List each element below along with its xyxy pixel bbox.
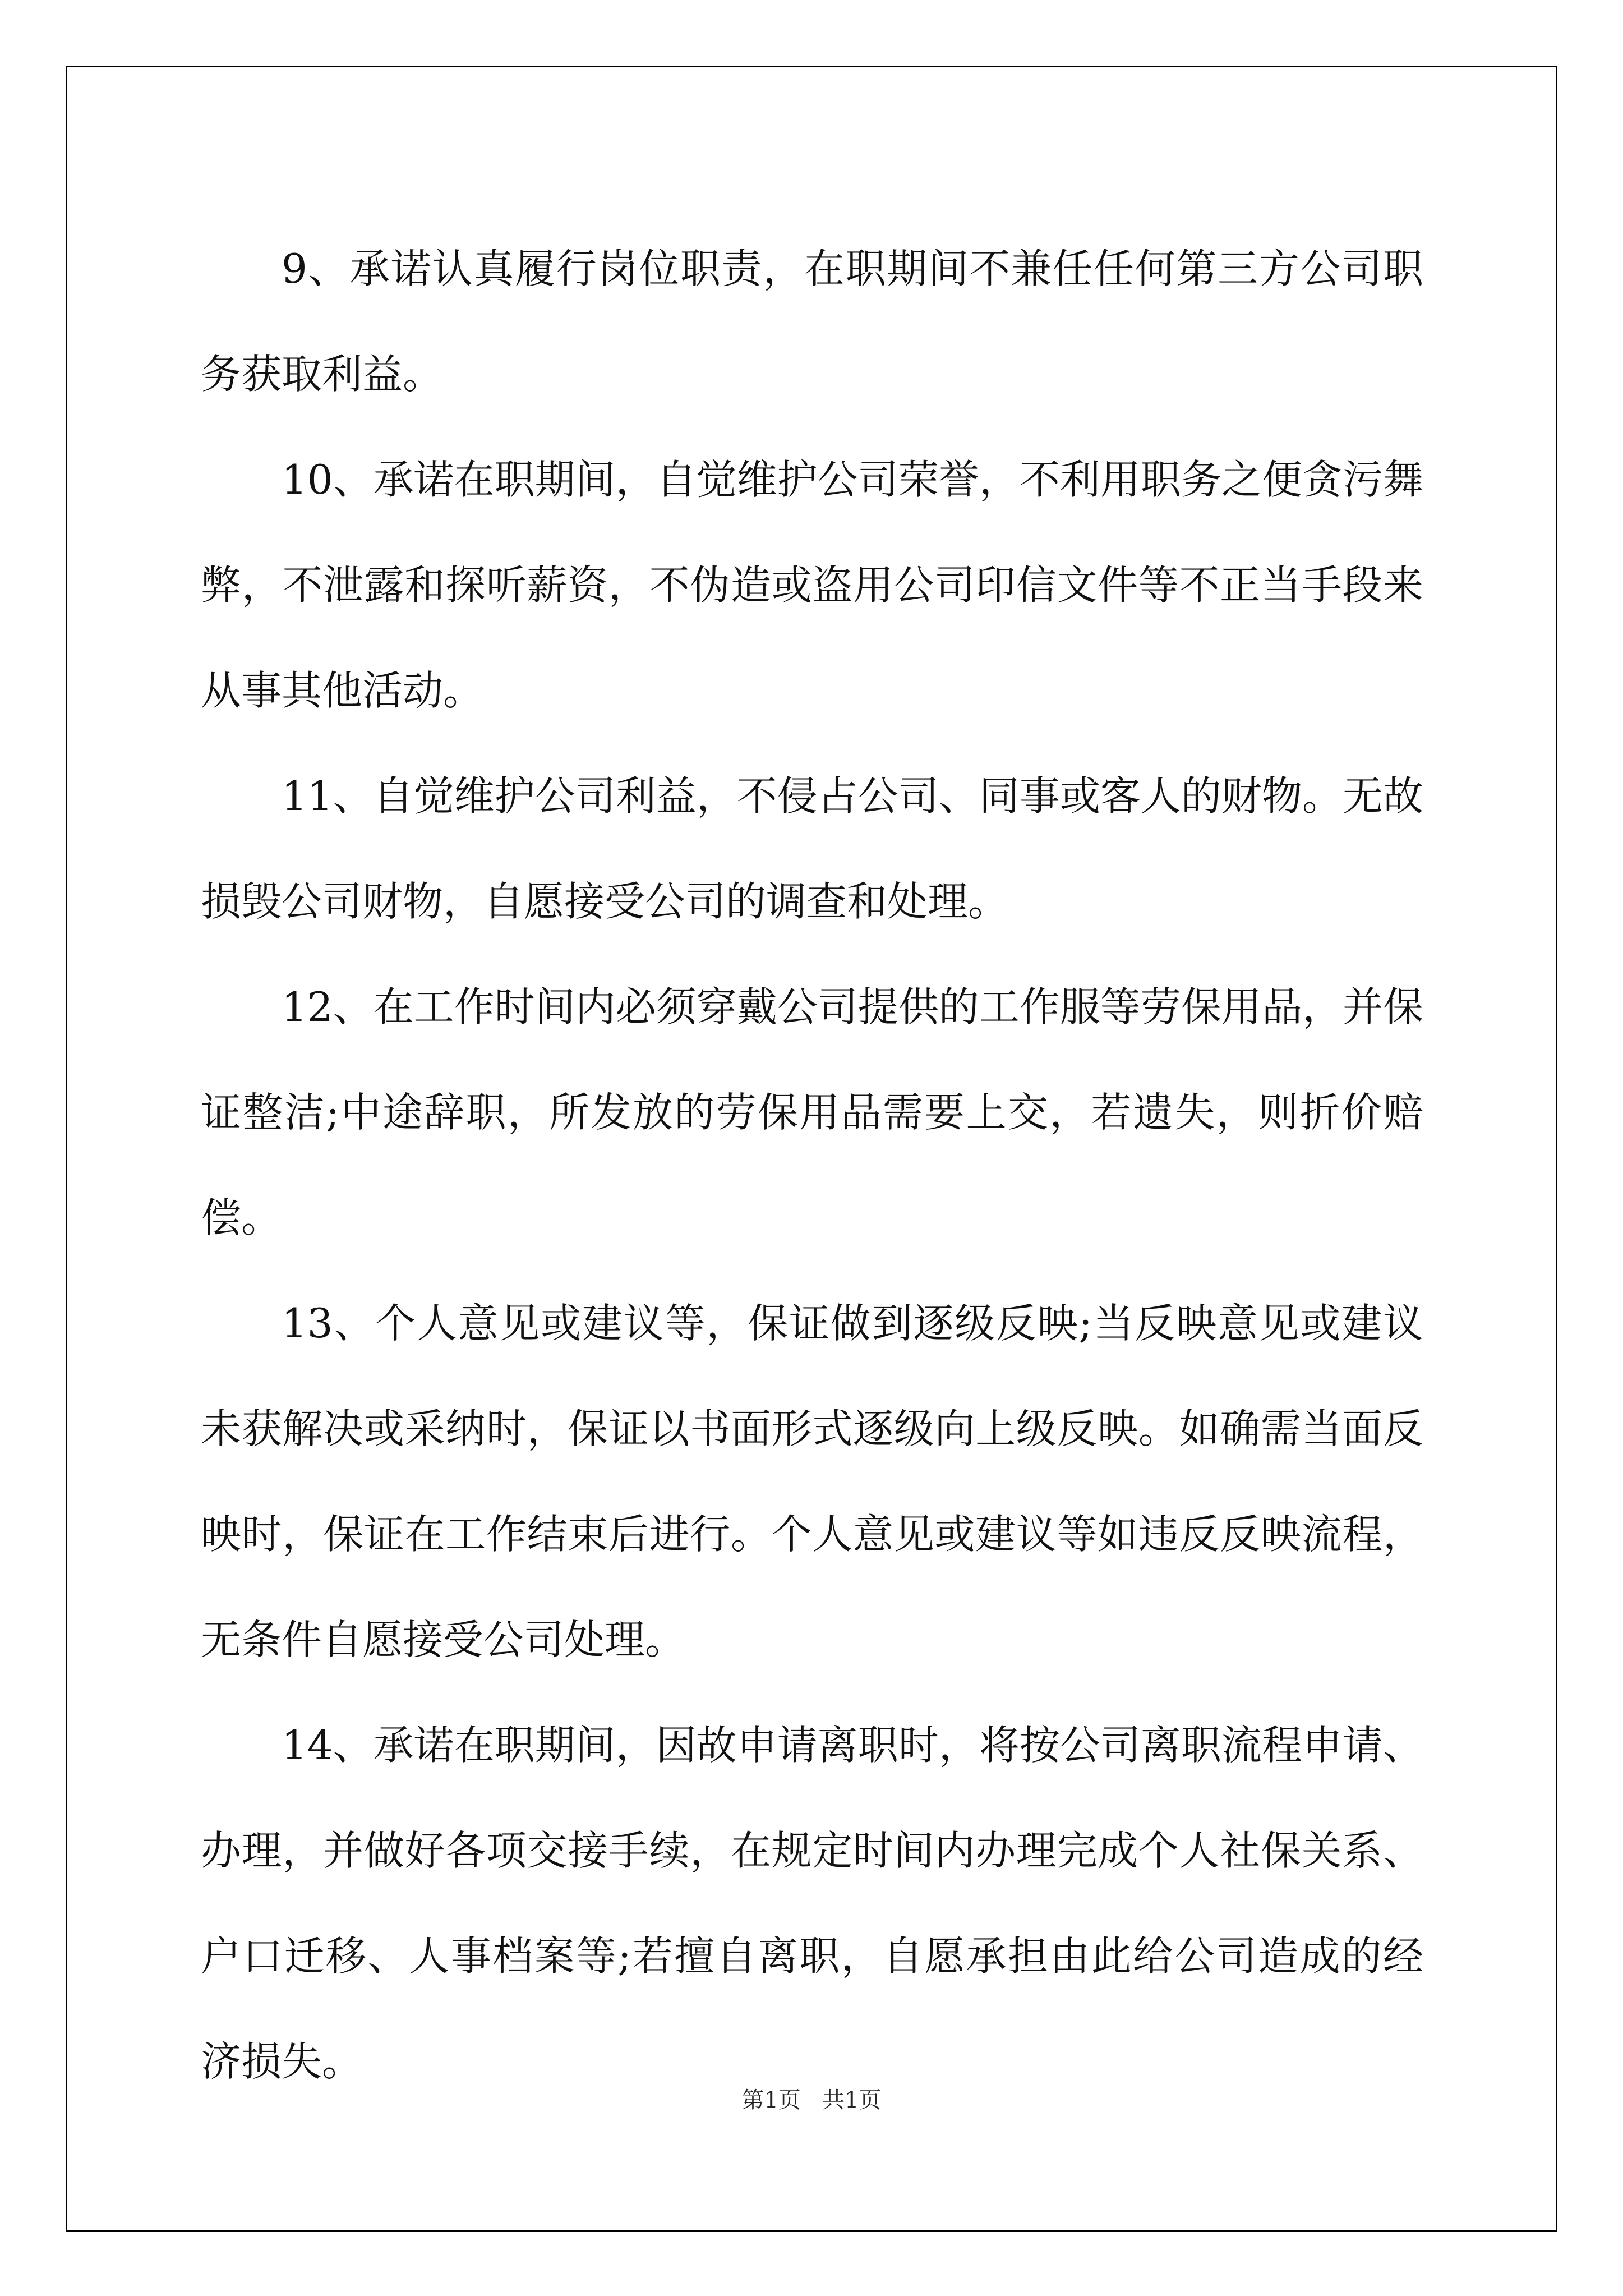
document-body [201, 216, 1423, 2114]
paragraph-item-13: 13、个人意见或建议等，保证做到逐级反映;当反映意见或建议未获解决或采纳时，保证以书面形式逐级向上级反映。如确需当面反映时，保证在工作结束后进行。个人意见或建议等如违反反映流程，无条件自愿接受公司处理。 [201, 1300, 1423, 1663]
paragraph-item-11: 11、自觉维护公司利益，不侵占公司、同事或客人的财物。无故损毁公司财物，自愿接受公司的调查和处理。 [201, 772, 1423, 925]
page-number-footer: 第1页 共1页 [741, 2087, 882, 2113]
paragraph-item-14: 14、承诺在职期间，因故申请离职时，将按公司离职流程申请、办理，并做好各项交接手续，在规定时间内办理完成个人社保关系、户口迁移、人事档案等;若擅自离职，自愿承担由此给公司造成的经济损失。 [201, 1722, 1423, 2085]
paragraph-item-10: 10、承诺在职期间，自觉维护公司荣誉，不利用职务之便贪污舞弊，不泄露和探听薪资，不伪造或盗用公司印信文件等不正当手段来从事其他活动。 [201, 456, 1423, 714]
paragraph-item-12: 12、在工作时间内必须穿戴公司提供的工作服等劳保用品，并保证整洁;中途辞职，所发放的劳保用品需要上交，若遗失，则折价赔偿。 [201, 983, 1423, 1241]
paragraph-item-9: 9、承诺认真履行岗位职责，在职期间不兼任任何第三方公司职务获取利益。 [201, 245, 1423, 398]
